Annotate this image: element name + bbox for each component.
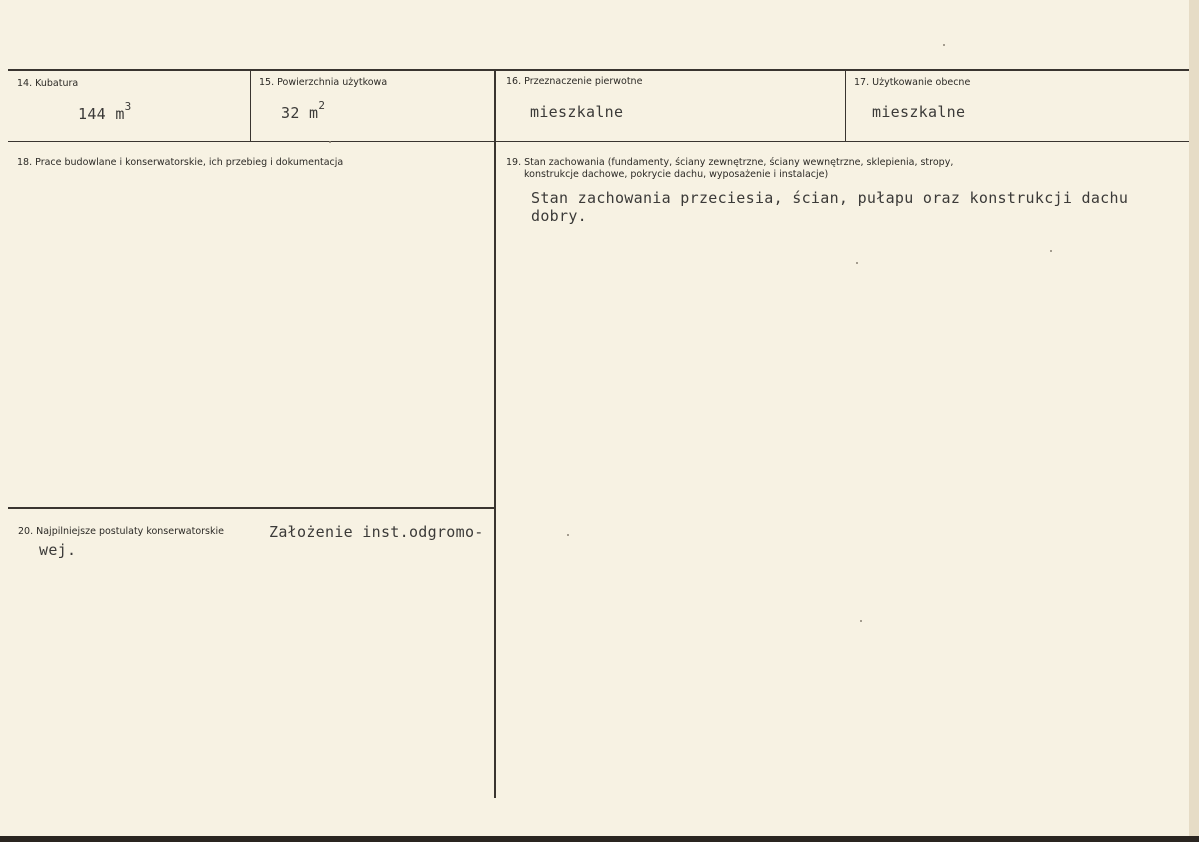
field-19-value-line2: dobry.	[531, 207, 587, 225]
paper-speck	[856, 262, 858, 264]
card-right-edge	[1189, 0, 1199, 842]
paper-speck	[329, 141, 331, 143]
field-14-value	[78, 100, 132, 123]
field-20-label: 20. Najpilniejsze postulaty konserwatorskie	[18, 526, 224, 537]
paper-speck	[860, 620, 862, 622]
field-16-label: 16. Przeznaczenie pierwotne	[506, 76, 643, 87]
field-19-label-line2: konstrukcje dachowe, pokrycie dachu, wyposażenie i instalacje)	[524, 169, 829, 180]
field-16-value: mieszkalne	[530, 103, 624, 121]
field-17-label: 17. Użytkowanie obecne	[854, 77, 971, 88]
section20-top-rule	[8, 507, 494, 509]
field-15-value	[281, 99, 326, 122]
top-rule	[8, 69, 1190, 71]
divider-14-15	[250, 70, 251, 142]
field-15-label: 15. Powierzchnia użytkowa	[259, 77, 388, 88]
field-14-number: 144 m	[78, 105, 125, 123]
field-15-number: 32 m	[281, 104, 319, 122]
field-20-value-line2: wej.	[39, 541, 77, 559]
paper-speck	[567, 534, 569, 536]
field-20-value-line1: Założenie inst.odgromo-	[269, 523, 484, 541]
field-15-exponent: 2	[318, 99, 326, 112]
field-19-value-line1: Stan zachowania przeciesia, ścian, pułapu oraz konstrukcji dachu	[531, 189, 1129, 207]
field-19-label-line1: 19. Stan zachowania (fundamenty, ściany zewnętrzne, ściany wewnętrzne, sklepienia, stropy,	[506, 157, 954, 168]
paper-speck	[943, 44, 945, 46]
divider-main	[494, 70, 496, 798]
field-18-label: 18. Prace budowlane i konserwatorskie, ich przebieg i dokumentacja	[17, 157, 344, 168]
paper-speck	[1050, 250, 1052, 252]
row1-bottom-rule	[8, 141, 1190, 142]
field-17-value: mieszkalne	[872, 103, 966, 121]
field-14-exponent: 3	[124, 100, 132, 113]
field-14-label: 14. Kubatura	[17, 78, 79, 89]
divider-16-17	[845, 70, 846, 142]
card-bottom-edge	[0, 836, 1199, 842]
